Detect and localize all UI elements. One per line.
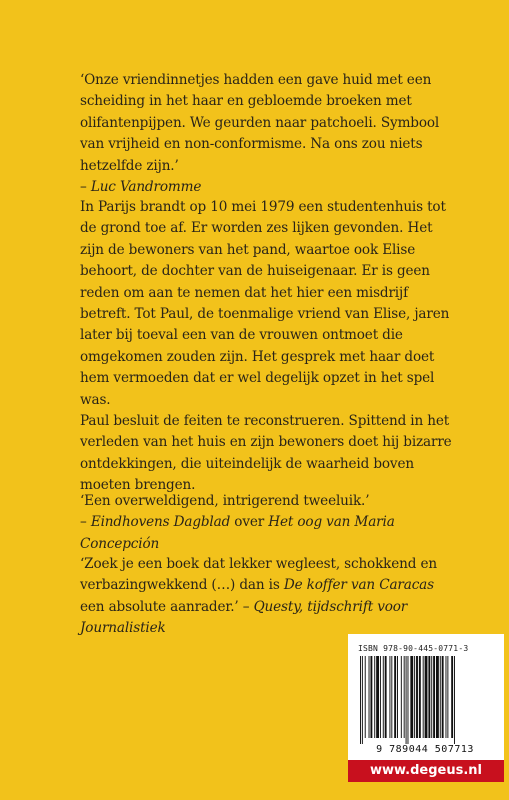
quote1-author: Luc Vandromme [90,179,202,196]
quote3-source: Questy, tijdschrift voor Journalistiek [80,598,408,637]
quote2-text: ‘Een overweldigend, intrigerend tweeluik.’ [80,493,370,509]
isbn-label: ISBN 978-90-445-0771-3 [358,644,469,653]
quote1-dash: – [80,179,91,196]
quote2-title: Het oog van Maria Concepción [80,514,395,552]
quote3-book-title: De koffer van Caracas [283,577,434,594]
quote-luc-vandromme [80,70,460,198]
book-blurb [80,197,460,497]
quote2-dash: – [80,514,91,531]
blurb-paragraph-2: Paul besluit de feiten te reconstrueren. Spittend in het verleden van het huis en zijn bewoners doet hij bizarre ontdekkingen, die uiteindelijk de waarheid boven moeten brengen. [80,413,452,494]
barcode-box [348,634,504,782]
ean-digits: 9 789044 507713 [376,744,474,755]
quote3-text-start: ‘Zoek je een boek dat lekker wegleest, schokkend en verbazingwekkend (…) dan is [80,556,437,594]
quote2-over: over [230,514,269,531]
quote2-source: Eindhovens Dagblad [90,514,231,531]
blurb-paragraph-1: In Parijs brandt op 10 mei 1979 een studentenhuis tot de grond toe af. Er worden zes lijken gevonden. Het zijn de bewoners van het pand, waartoe ook Elise behoort, de dochter van de huiseigenaar. Er is geen reden om aan te nemen dat het hier een misdrijf betreft. Tot Paul, de toenmalige vriend van Elise, jaren later bij toeval een van de vrouwen ontmoet die omgekomen zouden zijn. Het gesprek met haar doet hem vermoeden dat er wel degelijk opzet in het spel was. [80,199,450,408]
quote-eindhovens-dagblad [80,491,460,555]
barcode-image [358,656,495,744]
quote3-text-end: een absolute aanrader.’ – [80,598,254,615]
publisher-url[interactable]: www.degeus.nl [348,760,504,782]
quote-questy [80,554,460,640]
quote1-text: ‘Onze vriendinnetjes hadden een gave huid met een scheiding in het haar en gebloemde broeken met olifantenpijpen. We geurden naar patchoeli. Symbool van vrijheid en non-conformisme. Na ons zou niets hetzelfde zijn.’ [80,72,440,174]
